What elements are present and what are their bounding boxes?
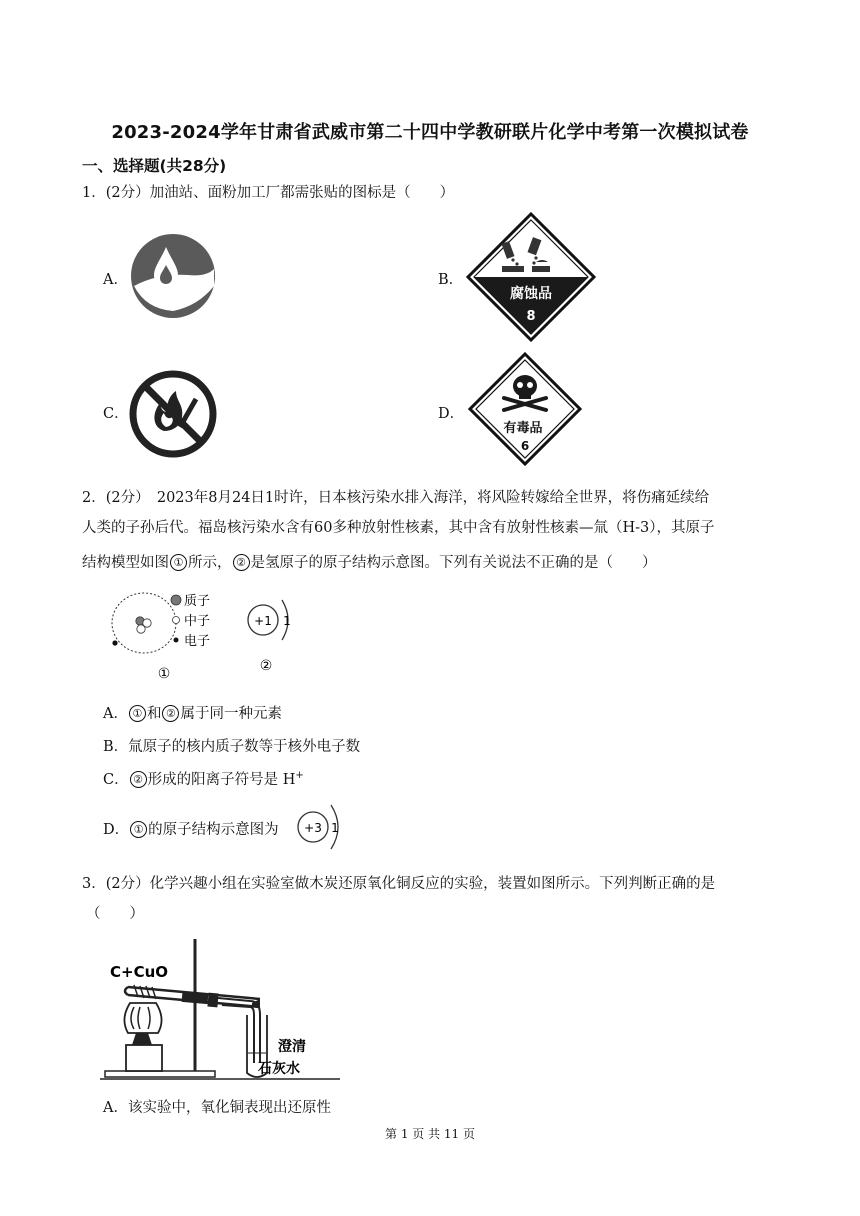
q3-option-a: A．该实验中，氧化铜表现出还原性 <box>103 1100 331 1116</box>
d-nucleus: +3 <box>304 821 322 835</box>
toxic-sign <box>468 352 582 466</box>
q1-option-a-letter: A． <box>103 272 128 288</box>
corrosive-sign <box>466 212 596 342</box>
question-1-stem: 1．(2分）加油站、面粉加工厂都需张贴的图标是（ ） <box>82 185 455 201</box>
toxic-sign-number: 6 <box>520 439 530 453</box>
q2-option-b: B．氚原子的核内质子数等于核外电子数 <box>103 739 361 755</box>
q1-option-c-letter: C． <box>103 406 129 422</box>
figure-label-2: ② <box>259 658 273 674</box>
limewater-label-1: 澄清 <box>278 1039 306 1055</box>
figure-label-1: ① <box>157 666 171 682</box>
figure-2-shell: 1 <box>283 614 291 628</box>
circled-number-2: ② <box>233 554 250 571</box>
reactant-label: C+CuO <box>110 963 169 981</box>
legend-electron: 电子 <box>184 634 211 649</box>
question-3-line-2: （ ） <box>86 906 144 922</box>
atom-structure-figure <box>104 588 304 684</box>
circled-number-1: ① <box>170 554 187 571</box>
no-fire-icon <box>128 369 218 459</box>
question-2-line-1: 2．(2分） 2023年8月24日1时许，日本核污染水排入海洋，将风险转嫁给全世界，将伤痛延续给 <box>82 490 710 506</box>
legend-neutron: 中子 <box>184 614 211 629</box>
q2-option-c: C． ② 形成的阳离子符号是 H+ <box>103 770 304 788</box>
q1-option-b-letter: B． <box>438 272 464 288</box>
corrosive-sign-number: 8 <box>526 309 536 324</box>
q2-option-a: A． ① 和 ② 属于同一种元素 <box>103 706 282 722</box>
question-2-line-2: 人类的子孙后代。福岛核污染水含有60多种放射性核素，其中含有放射性核素—氚（H-3），其原子 <box>82 520 715 536</box>
toxic-sign-text: 有毒品 <box>503 421 543 436</box>
limewater-label-2: 石灰水 <box>258 1061 300 1077</box>
water-saving-icon <box>128 231 218 321</box>
q1-option-d-letter: D． <box>438 406 465 422</box>
q2-option-d: D． ① 的原子结构示意图为 <box>103 822 279 838</box>
question-2-line-3: 结构模型如图 ① 所示， ② 是氢原子的原子结构示意图。下列有关说法不正确的是（ ） <box>82 555 657 571</box>
page-footer: 第 1 页 共 11 页 <box>385 1127 475 1141</box>
d-shell: 1 <box>331 821 339 835</box>
corrosive-sign-text: 腐蚀品 <box>510 286 552 302</box>
question-3-line-1: 3．(2分）化学兴趣小组在实验室做木炭还原氧化铜反应的实验，装置如图所示。下列判断正确的是 <box>82 876 716 892</box>
experiment-apparatus <box>100 935 340 1085</box>
lithium-structure-diagram <box>295 801 341 851</box>
exam-title: 2023-2024学年甘肃省武威市第二十四中学教研联片化学中考第一次模拟试卷 <box>111 122 749 143</box>
section-heading: 一、选择题(共28分) <box>82 157 227 175</box>
figure-2-nucleus: +1 <box>254 614 272 628</box>
legend-proton: 质子 <box>184 594 211 609</box>
